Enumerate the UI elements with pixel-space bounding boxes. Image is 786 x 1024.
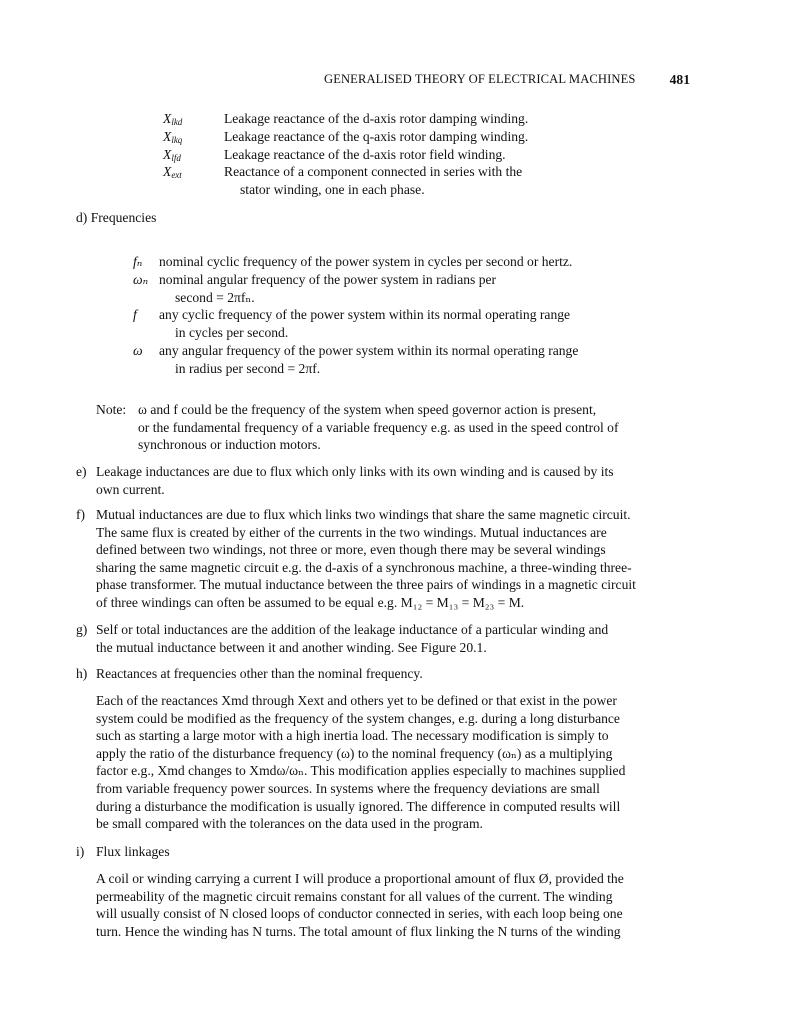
section-i-title: Flux linkages [96, 844, 170, 859]
definition-omega: any angular frequency of the power system within its normal operating range in radius per second = 2πf. [159, 343, 579, 376]
definition-x-ext: Reactance of a component connected in series with the stator winding, one in each phase. [224, 164, 523, 197]
symbol-f-n: fₙ [133, 254, 143, 269]
page-number: 481 [669, 72, 690, 87]
symbol-x-lfd: $X_{lfd}$ [163, 147, 181, 163]
symbol-omega: ω [133, 343, 143, 358]
definition-x-lkd: Leakage reactance of the d-axis rotor damping winding. [224, 111, 529, 126]
definition-f: any cyclic frequency of the power system within its normal operating range in cycles per second. [159, 307, 571, 340]
section-f-text: Mutual inductances are due to flux which links two windings that share the same magnetic circuit. The same flux is created by either of the currents in the two windings. Mutual inductances are defined between two windings, not three or more, even though there may be several windings sharing the same magnetic circuit e.g. the d-axis of a synchronous machine, a three-winding three- phase transformer. The mutual inductance between the three pairs of windings in a magnetic circuit of three windings can often be assumed to be equal e.g. M₁₂ = M₁₃ = M₂₃ = M. [96, 507, 636, 610]
note-body: ω and f could be the frequency of the system when speed governor action is present, or the fundamental frequency of a variable frequency e.g. as used in the speed control of synchronous or induction motors. [138, 402, 619, 453]
definition-f-n: nominal cyclic frequency of the power system in cycles per second or hertz. [159, 254, 573, 269]
section-g-text: Self or total inductances are the addition of the leakage inductance of a particular winding and the mutual inductance between it and another winding. See Figure 20.1. [96, 622, 609, 655]
symbol-x-lkd: $X_{lkd}$ [163, 111, 183, 127]
page-header [324, 71, 690, 89]
section-e-text: Leakage inductances are due to flux which only links with its own winding and is caused by its own current. [96, 464, 614, 497]
definition-omega-n: nominal angular frequency of the power system in radians per second = 2πfₙ. [159, 272, 497, 305]
symbol-f: f [133, 307, 137, 322]
section-i-body: A coil or winding carrying a current I will produce a proportional amount of flux Ø, provided the permeability of the magnetic circuit remains constant for all values of the current. The winding will usually consist of N closed loops of conductor connected in series, with each loop being one turn. Hence the winding has N turns. The total amount of flux linking the N turns of the winding [96, 871, 624, 939]
symbol-x-lkq: $X_{lkq}$ [163, 129, 183, 145]
symbol-x-ext: $X_{ext}$ [163, 164, 182, 180]
section-h-title: Reactances at frequencies other than the nominal frequency. [96, 666, 423, 681]
section-h-label: h) [76, 666, 88, 681]
section-e-label: e) [76, 464, 87, 479]
section-i-label: i) [76, 844, 85, 859]
section-h-body: Each of the reactances Xmd through Xext and others yet to be defined or that exist in the power system could be modified as the frequency of the system changes, e.g. during a long disturbance such as starting a large motor with a high inertia load. The necessary modification is simply to apply the ratio of the disturbance frequency (ω) to the nominal frequency (ωₙ) as a multiplying factor e.g., Xmd changes to Xmdω/ωₙ. This modification applies especially to machines supplied from variable frequency power sources. In systems where the frequency deviations are small during a disturbance the modification is usually ignored. The difference in computed results will be small compared with the tolerances on the data used in the program. [96, 693, 626, 832]
note-label: Note: [96, 402, 127, 417]
symbol-omega-n: ωₙ [133, 272, 149, 287]
definition-x-lkq: Leakage reactance of the q-axis rotor damping winding. [224, 129, 529, 144]
definition-x-lfd: Leakage reactance of the d-axis rotor field winding. [224, 147, 506, 162]
section-f-label: f) [76, 507, 86, 522]
section-d-heading: d) Frequencies [76, 210, 157, 225]
section-g-label: g) [76, 622, 88, 637]
running-title: GENERALISED THEORY OF ELECTRICAL MACHINES [324, 72, 636, 86]
